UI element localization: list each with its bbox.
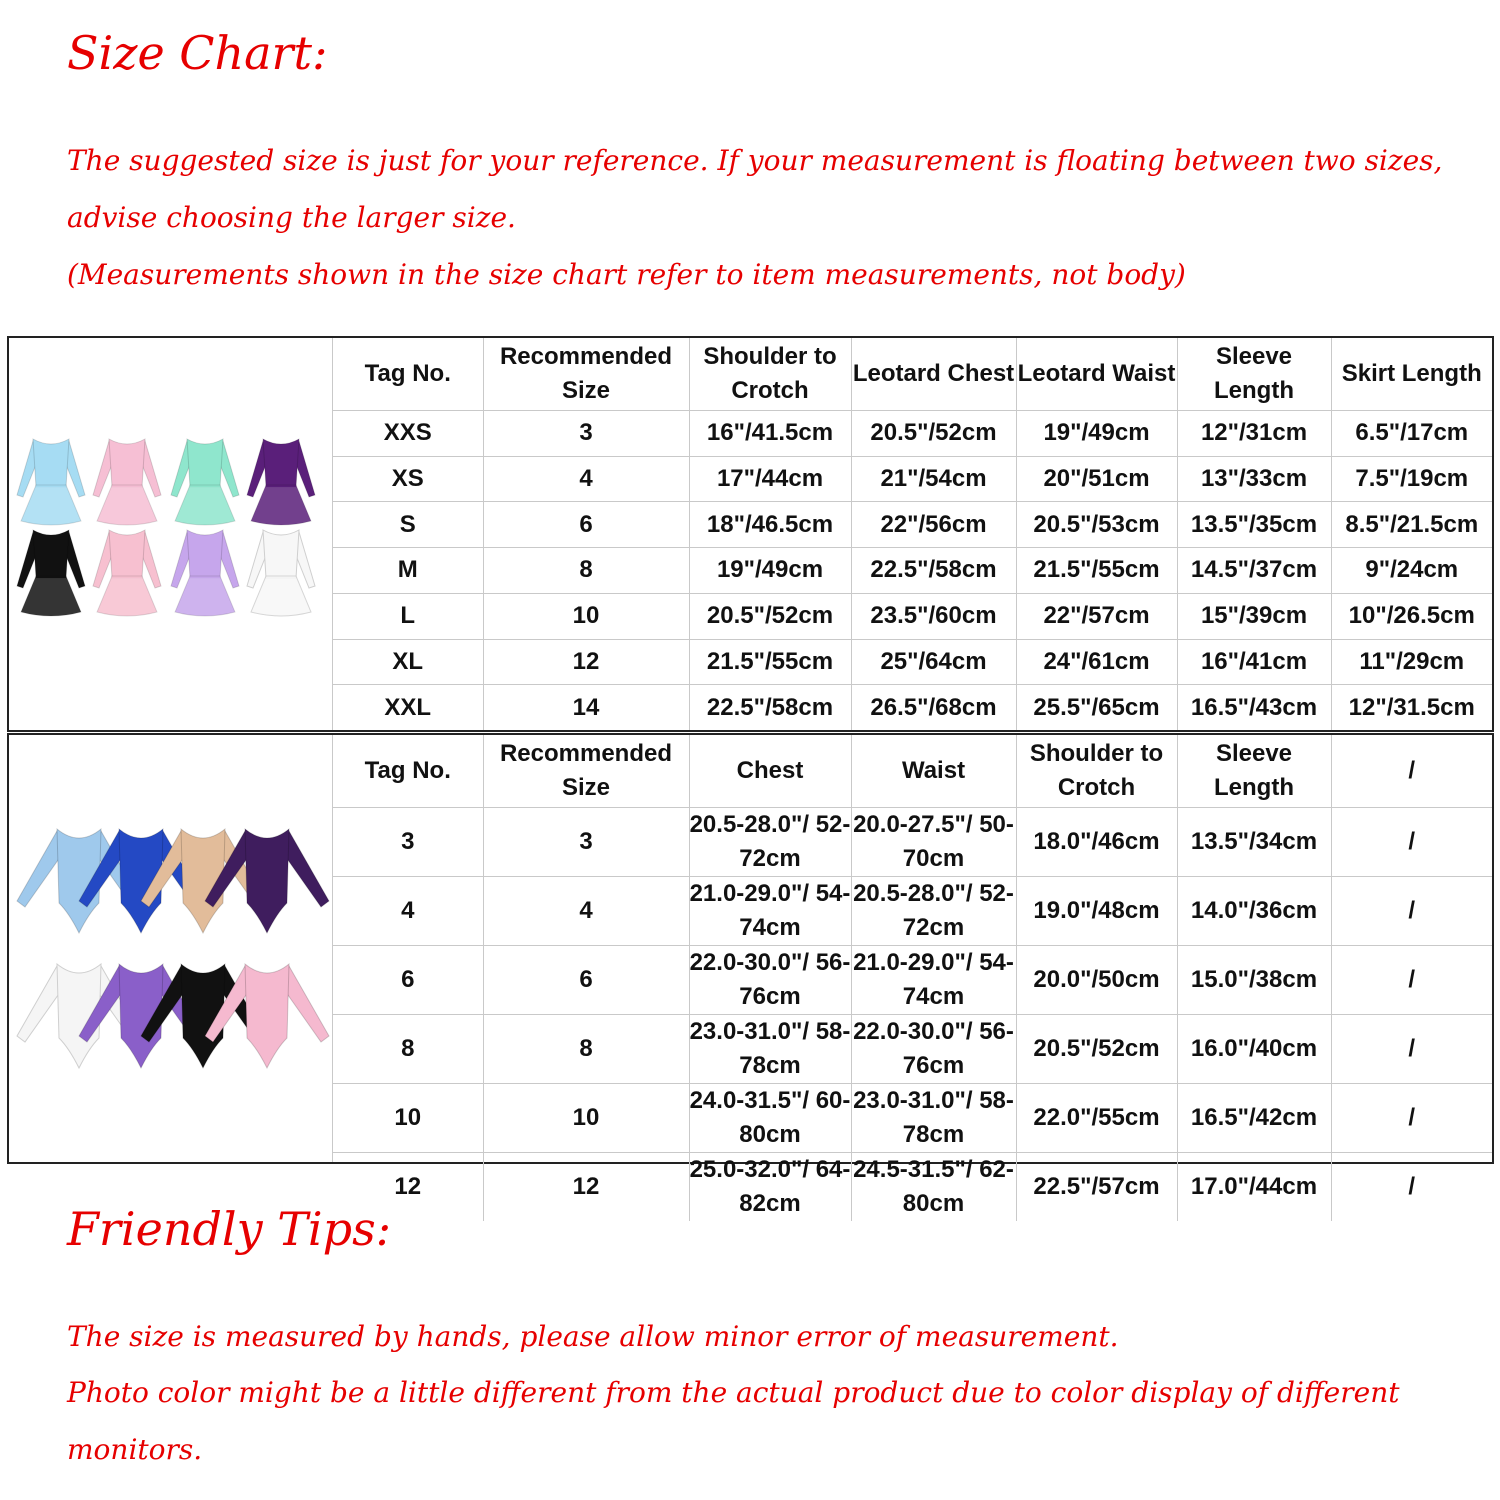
tutu-leotard-icon — [17, 439, 85, 525]
table-row — [333, 1015, 1492, 1084]
table-cell: 6 — [483, 502, 689, 548]
table-cell: 12 — [483, 1153, 689, 1222]
table-cell: 21.0-29.0"/ 54-74cm — [689, 877, 851, 946]
table-cell: 7.5"/19cm — [1331, 456, 1492, 502]
size-table-leotard — [7, 733, 1494, 1217]
leotard-icon — [9, 735, 333, 1162]
table-cell: 20"/51cm — [1016, 456, 1177, 502]
table-cell: 4 — [483, 877, 689, 946]
table-cell: 15"/39cm — [1177, 593, 1331, 639]
table-cell: 4 — [333, 877, 483, 946]
table-cell: 15.0"/38cm — [1177, 946, 1331, 1015]
table-row — [333, 685, 1492, 730]
table-cell: / — [1331, 946, 1492, 1015]
table-cell: 16.0"/40cm — [1177, 1015, 1331, 1084]
table-cell: / — [1331, 1084, 1492, 1153]
table-cell: 21.5"/55cm — [689, 639, 851, 685]
tutu-leotard-icon — [171, 439, 239, 525]
table-cell: 16"/41.5cm — [689, 411, 851, 457]
column-header: Sleeve Length — [1177, 735, 1331, 808]
table-row — [333, 1084, 1492, 1153]
tutu-leotard-icon — [247, 530, 315, 616]
table-cell: / — [1331, 1153, 1492, 1222]
table-row — [333, 1153, 1492, 1222]
column-header: Tag No. — [333, 735, 483, 808]
table-row — [333, 877, 1492, 946]
table-cell: 4 — [483, 456, 689, 502]
table-cell: 3 — [483, 808, 689, 877]
table-cell: 13.5"/34cm — [1177, 808, 1331, 877]
column-header: Skirt Length — [1331, 338, 1492, 411]
table-cell: 8 — [483, 548, 689, 594]
table-cell: M — [333, 548, 483, 594]
table-cell: 6.5"/17cm — [1331, 411, 1492, 457]
table-cell: 18.0"/46cm — [1016, 808, 1177, 877]
tips-title: Friendly Tips: — [67, 1202, 392, 1256]
table-cell: 21.5"/55cm — [1016, 548, 1177, 594]
table-cell: 20.5"/52cm — [1016, 1015, 1177, 1084]
table-cell: 13.5"/35cm — [1177, 502, 1331, 548]
table-cell: 16.5"/43cm — [1177, 685, 1331, 730]
table-cell: 8 — [483, 1015, 689, 1084]
table-cell: / — [1331, 877, 1492, 946]
table-cell: 25.5"/65cm — [1016, 685, 1177, 730]
table-cell: 10 — [483, 593, 689, 639]
table-cell: 24.5-31.5"/ 62-80cm — [851, 1153, 1016, 1222]
table-row — [333, 502, 1492, 548]
column-header: Leotard Waist — [1016, 338, 1177, 411]
table-cell: 23.0-31.0"/ 58-78cm — [689, 1015, 851, 1084]
column-header: Leotard Chest — [851, 338, 1016, 411]
table-cell: L — [333, 593, 483, 639]
tutu-leotard-icon — [93, 439, 161, 525]
table-cell: 6 — [483, 946, 689, 1015]
table-cell: 20.0-27.5"/ 50-70cm — [851, 808, 1016, 877]
table-cell: 22.0"/55cm — [1016, 1084, 1177, 1153]
table-cell: 20.5"/52cm — [689, 593, 851, 639]
table-cell: 8 — [333, 1015, 483, 1084]
tutu-leotard-icon — [9, 338, 333, 730]
table-cell: 24.0-31.5"/ 60-80cm — [689, 1084, 851, 1153]
table-row — [333, 456, 1492, 502]
table-row — [333, 411, 1492, 457]
table-header-row — [333, 338, 1492, 411]
table-cell: 23.5"/60cm — [851, 593, 1016, 639]
table-cell: 24"/61cm — [1016, 639, 1177, 685]
table-cell: 21.0-29.0"/ 54-74cm — [851, 946, 1016, 1015]
tutu-leotard-icon — [93, 530, 161, 616]
table-cell: XL — [333, 639, 483, 685]
table-cell: 12"/31cm — [1177, 411, 1331, 457]
table-cell: 12 — [483, 639, 689, 685]
measurement-note: (Measurements shown in the size chart refer to item measurements, not body) — [67, 258, 1186, 291]
table-cell: 19.0"/48cm — [1016, 877, 1177, 946]
table-cell: 20.0"/50cm — [1016, 946, 1177, 1015]
column-header: Chest — [689, 735, 851, 808]
column-header: Shoulder to Crotch — [689, 338, 851, 411]
table-cell: 22.0-30.0"/ 56-76cm — [851, 1015, 1016, 1084]
table-cell: 21"/54cm — [851, 456, 1016, 502]
table-cell: S — [333, 502, 483, 548]
table-cell: 11"/29cm — [1331, 639, 1492, 685]
table-cell: 22"/56cm — [851, 502, 1016, 548]
table-cell: 22.5"/58cm — [689, 685, 851, 730]
table-cell: 3 — [333, 808, 483, 877]
table-cell: 20.5-28.0"/ 52-72cm — [689, 808, 851, 877]
table-cell: / — [1331, 808, 1492, 877]
table-cell: 16"/41cm — [1177, 639, 1331, 685]
table-cell: 10 — [333, 1084, 483, 1153]
table-header-row — [333, 735, 1492, 808]
table-row — [333, 946, 1492, 1015]
column-header: Sleeve Length — [1177, 338, 1331, 411]
table-cell: 17"/44cm — [689, 456, 851, 502]
table-cell: 20.5-28.0"/ 52-72cm — [851, 877, 1016, 946]
table-row — [333, 593, 1492, 639]
size-table-2 — [333, 735, 1492, 1221]
table-cell: / — [1331, 1015, 1492, 1084]
table-cell: 25"/64cm — [851, 639, 1016, 685]
table-cell: 10"/26.5cm — [1331, 593, 1492, 639]
table-cell: 16.5"/42cm — [1177, 1084, 1331, 1153]
size-table-1 — [333, 338, 1492, 730]
tutu-leotard-icon — [17, 530, 85, 616]
tip-color: Photo color might be a little different from the actual product due to color display of different monitors. — [67, 1376, 1400, 1466]
table-cell: 14.0"/36cm — [1177, 877, 1331, 946]
table-cell: 22.5"/57cm — [1016, 1153, 1177, 1222]
table-cell: 12 — [333, 1153, 483, 1222]
table-cell: 17.0"/44cm — [1177, 1153, 1331, 1222]
table-cell: 9"/24cm — [1331, 548, 1492, 594]
column-header: Waist — [851, 735, 1016, 808]
size-advice-note: The suggested size is just for your reference. If your measurement is floating between two sizes, advise choosing the larger size. — [67, 144, 1443, 234]
table-cell: 13"/33cm — [1177, 456, 1331, 502]
table-row — [333, 548, 1492, 594]
table-cell: 19"/49cm — [689, 548, 851, 594]
tip-measurement: The size is measured by hands, please allow minor error of measurement. — [67, 1320, 1119, 1353]
table-cell: 22.5"/58cm — [851, 548, 1016, 594]
table-cell: 8.5"/21.5cm — [1331, 502, 1492, 548]
table-cell: 14 — [483, 685, 689, 730]
table-cell: 18"/46.5cm — [689, 502, 851, 548]
table-cell: 20.5"/53cm — [1016, 502, 1177, 548]
table-cell: 10 — [483, 1084, 689, 1153]
tutu-leotard-icon — [171, 530, 239, 616]
table-row — [333, 808, 1492, 877]
column-header: Recommended Size — [483, 338, 689, 411]
table-cell: 19"/49cm — [1016, 411, 1177, 457]
table-cell: XS — [333, 456, 483, 502]
page-title: Size Chart: — [67, 26, 328, 80]
table-cell: 3 — [483, 411, 689, 457]
column-header: / — [1331, 735, 1492, 808]
table-cell: 12"/31.5cm — [1331, 685, 1492, 730]
table-cell: XXL — [333, 685, 483, 730]
column-header: Shoulder to Crotch — [1016, 735, 1177, 808]
table-cell: 26.5"/68cm — [851, 685, 1016, 730]
table-cell: 20.5"/52cm — [851, 411, 1016, 457]
column-header: Recommended Size — [483, 735, 689, 808]
table-cell: XXS — [333, 411, 483, 457]
table-row — [333, 639, 1492, 685]
table-cell: 14.5"/37cm — [1177, 548, 1331, 594]
table-cell: 6 — [333, 946, 483, 1015]
column-header: Tag No. — [333, 338, 483, 411]
tutu-leotard-icon — [247, 439, 315, 525]
table-cell: 22"/57cm — [1016, 593, 1177, 639]
size-table-tutu — [7, 336, 1494, 732]
table-cell: 23.0-31.0"/ 58-78cm — [851, 1084, 1016, 1153]
table-cell: 22.0-30.0"/ 56-76cm — [689, 946, 851, 1015]
table-cell: 25.0-32.0"/ 64-82cm — [689, 1153, 851, 1222]
